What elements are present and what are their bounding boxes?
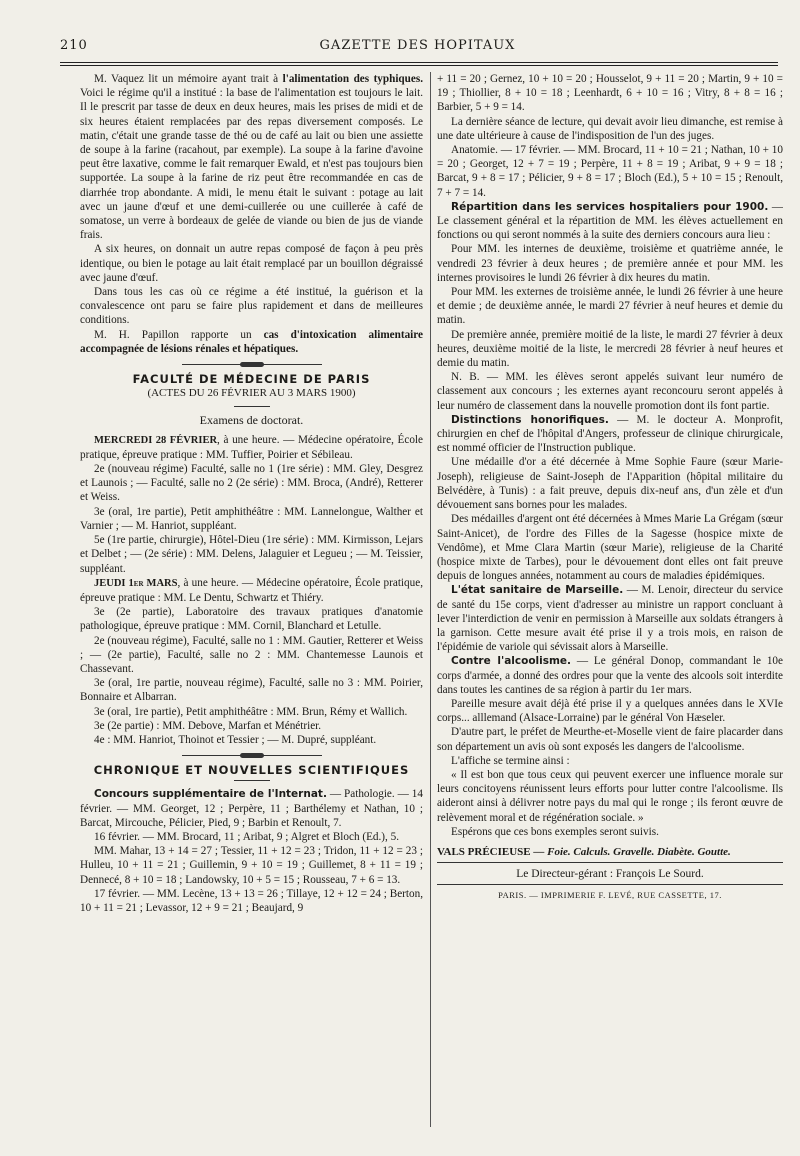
section-subtitle: (ACTES DU 26 FÉVRIER AU 3 MARS 1900) [147, 387, 356, 400]
advertisement-vals: VALS PRÉCIEUSE — Foie. Calculs. Gravelle. Diabète. Goutte. [437, 845, 731, 858]
paragraph: Pour MM. les internes de deuxième, troisième et quatrième année, le vendredi 23 février à deux heures ; de première année et pour MM. les internes provisoires le lundi 26 février à dix heures du matin. [437, 243, 783, 284]
paragraph-concours: Concours supplémentaire de l'Internat. — Pathologie. — 14 février. — MM. Georget, 12 ; Perpère, 11 ; Barthélemy et Nathan, 10 ; Barcat, Mircouche, Pélicier, Pied, 9 ; Barbin et Renoult, 7. [80, 788, 423, 829]
header-rule [60, 62, 778, 66]
subsection-title-examens: Examens de doctorat. [199, 413, 304, 428]
page-number: 210 [60, 38, 88, 53]
paragraph-distinctions: Distinctions honorifiques. — M. le docteur A. Monprofit, chirurgien en chef de l'hôpital d'Angers, professeur de clinique chirurgicale, est nommé officier de l'Instruction publique. [437, 413, 783, 455]
paragraph: 5e (1re partie, chirurgie), Hôtel-Dieu (1re série) : MM. Kirmisson, Lejars et Delbet ; — (2e série) : MM. Delens, Jalaguier et Legueu ; — M. Teissier, suppléant. [80, 534, 423, 575]
paragraph: + 11 = 20 ; Gernez, 10 + 10 = 20 ; Housselot, 9 + 11 = 20 ; Martin, 9 + 10 = 19 ; Thiollier, 8 + 10 = 18 ; Leenhardt, 6 + 10 = 16 ; Vitry, 8 + 8 = 16 ; Barbier, 5 + 9 = 14. [437, 73, 783, 114]
journal-title: GAZETTE DES HOPITAUX [319, 38, 516, 53]
paragraph: 2e (nouveau régime), Faculté, salle no 1 : MM. Gautier, Retterer et Weiss ; — (2e partie), Faculté, salle no 2 : MM. Chantemesse Launois et Chassevant. [80, 634, 423, 675]
paragraph: 3e (2e partie), Laboratoire des travaux pratiques d'anatomie pathologique, épreuve pratique : MM. Cornil, Blanchard et Letulle. [80, 606, 423, 633]
paragraph: MM. Mahar, 13 + 14 = 27 ; Tessier, 11 + 12 = 23 ; Tridon, 11 + 12 = 23 ; Hulleu, 10 + 11 = 21 ; Guillemin, 9 + 10 = 19 ; Guillemet, 8 + 11 = 19 ; Dennecé, 8 + 10 = 18 ; Landowsky, 10 + 5 = 15 ; Rousseau, 7 + 6 = 13. [80, 845, 423, 886]
paragraph: 3e (oral, 1re partie, nouveau régime), Faculté, salle no 3 : MM. Poirier, Bonnaire et Albarran. [80, 677, 423, 704]
short-rule [234, 406, 270, 407]
footer-rule [437, 862, 783, 863]
paragraph: De première année, première moitié de la liste, le mardi 27 février à deux heures, deuxième moitié de la liste, le mercredi 28 février à neuf heures et demie du matin. [437, 328, 783, 370]
section-title-chronique: CHRONIQUE ET NOUVELLES SCIENTIFIQUES [93, 763, 410, 778]
left-column [80, 72, 423, 1132]
paragraph-mercredi: MERCREDI 28 FÉVRIER, à une heure. — Médecine opératoire, École pratique, épreuve pratique : MM. Tuffier, Poirier et Sébileau. [80, 433, 423, 461]
paragraph: Anatomie. — 17 février. — MM. Brocard, 11 + 10 = 21 ; Nathan, 10 + 10 = 20 ; Georget, 12 + 7 = 19 ; Perpère, 11 + 8 = 19 ; Aribat, 9 + 9 = 18 ; Barcat, 9 + 8 = 17 ; Pélicier, 9 + 8 = 17 ; Bloch (Ed.), 5 + 10 = 15 ; Renoult, 7 + 7 = 14. [437, 144, 783, 199]
paragraph: Des médailles d'argent ont été décernées à Mmes Marie La Grégam (sœur Saint-Anicet), de l'ordre des Filles de la Sagesse (hospice mixte de Vendôme), et Mme Clara Martin (sœur Marie), religieuse de la Charité (hospice mixte de Tarbes), pour le dévouement dont elles ont fait preuve depuis de longues années, notamment au cours de maladies épidémiques. [437, 513, 783, 583]
paragraph-alcoolisme: Contre l'alcoolisme. — Le général Donop, commandant le 10e corps d'armée, a donné des ordres pour que la vente des alcools soit interdite dans toutes les cantines de sa région à partir du 1er mars. [437, 655, 783, 696]
ornament-divider [182, 362, 322, 368]
paragraph-etat-sanitaire: L'état sanitaire de Marseille. — M. Lenoir, directeur du service de santé du 15e corps, vient d'adresser au ministre un rapport concluant à lever l'interdiction de venir en permission à Marseille aux soldats étrangers à la garnison. Cette mesure avait été prise il y a trois mois, en raison de l'épidémie de variole qui sévissait alors à Marseille. [437, 584, 783, 654]
paragraph: Pareille mesure avait déjà été prise il y a quelques années dans le XVIe corps... alllemand (Alsace-Lorraine) par le général Von Hæseler. [437, 697, 783, 725]
paragraph: L'affiche se termine ainsi : [451, 754, 570, 767]
paragraph: Espérons que ces bons exemples seront suivis. [451, 825, 659, 838]
paragraph-quote: « Il est bon que tous ceux qui peuvent exercer une influence morale sur leurs concitoyens réunissent leurs efforts pour lutter contre l'alcoolisme. Ils aideront ainsi à délivrer notre pays du mal qui le ronge ; ils feront œuvre de relèvement moral et de régénération sociale. » [437, 768, 783, 824]
paragraph: 4e : MM. Hanriot, Thoinot et Tessier ; — M. Dupré, suppléant. [94, 733, 377, 746]
paragraph-repartition: Répartition dans les services hospitaliers pour 1900. — Le classement général et la répartition de MM. les élèves actuellement en fonctions ou qui seront nommés à la suite des derniers concours aura lieu : [437, 200, 783, 242]
paragraph: N. B. — MM. les élèves seront appelés suivant leur numéro de classement aux concours ; les externes ayant reconcouru seront appelés à leur numéro de classement dans la nouvelle promotion dont ils font partie. [437, 371, 783, 412]
paragraph: A six heures, on donnait un autre repas composé de façon à peu près identique, ou bien le potage au lait était remplacé par un bouillon dégraissé avec jaune d'œuf. [80, 243, 423, 284]
paragraph-jeudi: JEUDI 1er MARS, à une heure. — Médecine opératoire, École pratique, épreuve pratique : MM. Le Dentu, Schwartz et Thiéry. [80, 576, 423, 604]
paragraph: 17 février. — MM. Lecène, 13 + 13 = 26 ; Tillaye, 12 + 12 = 24 ; Berton, 10 + 11 = 21 ; Levassor, 12 + 9 = 21 ; Beaujard, 9 [80, 887, 423, 914]
imprint-line: PARIS. — IMPRIMERIE F. LEVÉ, RUE CASSETTE, 17. [498, 890, 722, 901]
directeur-gerant: Le Directeur-gérant : François Le Sourd. [516, 868, 704, 881]
paragraph: 3e (oral, 1re partie), Petit amphithéâtre : MM. Lannelongue, Walther et Varnier ; — M. Hanriot, suppléant. [80, 505, 423, 532]
column-separator [430, 72, 431, 1127]
paragraph-vaquez: M. Vaquez lit un mémoire ayant trait à l'alimentation des typhiques. Voici le régime qu'il a institué : la base de l'alimentation est toujours le lait. Il le prescrit par tasse de deux en deux heures, mais les prises de midi et de six heures étaient remplacées par des repas diversement composés. Le matin, c'était une grande tasse de thé ou de café au lait ou bien une assiette de soupe à la farine (racahout, par exemple). La soupe à la farine d'avoine peut être laxative, comme le fait remarquer Ewald, et n'est pas toujours bien supportée. La soupe à la farine de riz peut être recommandée en cas de diarrhée trop abondante. A midi, le menu était le suivant : potage au lait avec un jaune d'œuf et une demi-cuillerée ou une cuillerée à café de somatose, un verre à bordeaux de gelée de viande ou bien de jus de viande frais. [80, 73, 423, 242]
paragraph: Une médaille d'or a été décernée à Mme Sophie Faure (sœur Marie-Joseph), religieuse de Saint-Joseph de l'Apparition (hôpital militaire du Belvédère, à Tunis) : a fait preuve, depuis dix-neuf ans, d'un zèle et d'un dévouement sans bornes pour les malades. [437, 456, 783, 512]
section-title-faculte: FACULTÉ DE MÉDECINE DE PARIS [132, 372, 371, 387]
paragraph: Dans tous les cas où ce régime a été institué, la guérison et la convalescence ont paru se faire plus rapidement et dans de meilleures conditions. [80, 286, 423, 327]
paragraph: 16 février. — MM. Brocard, 11 ; Aribat, 9 ; Algret et Bloch (Ed.), 5. [94, 830, 400, 843]
paragraph-papillon: M. H. Papillon rapporte un cas d'intoxication alimentaire accompagnée de lésions rénales et hépatiques. [80, 328, 423, 355]
ornament-divider [182, 753, 322, 759]
paragraph: 3e (oral, 1re partie), Petit amphithéâtre : MM. Brun, Rémy et Wallich. [94, 705, 408, 718]
paragraph: D'autre part, le préfet de Meurthe-et-Moselle vient de faire placarder dans son département un avis où sont exposés les dangers de l'alcoolisme. [437, 726, 783, 753]
page-header [60, 38, 775, 60]
paragraph: Pour MM. les externes de troisième année, le lundi 26 février à une heure et demie ; de deuxième année, le mardi 27 février à neuf heures et demie du matin. [437, 286, 783, 327]
paragraph: 3e (2e partie) : MM. Debove, Marfan et Ménétrier. [94, 719, 322, 732]
right-column [437, 72, 783, 1132]
paragraph: La dernière séance de lecture, qui devait avoir lieu dimanche, est remise à une date ultérieure à cause de l'indisposition de l'un des juges. [437, 115, 783, 142]
paragraph: 2e (nouveau régime) Faculté, salle no 1 (1re série) : MM. Gley, Desgrez et Launois ; — Faculté, salle no 2 (2e série) : MM. Broca, (André), Retterer et Weiss. [80, 463, 423, 504]
short-rule [234, 780, 270, 781]
footer-rule [437, 884, 783, 885]
